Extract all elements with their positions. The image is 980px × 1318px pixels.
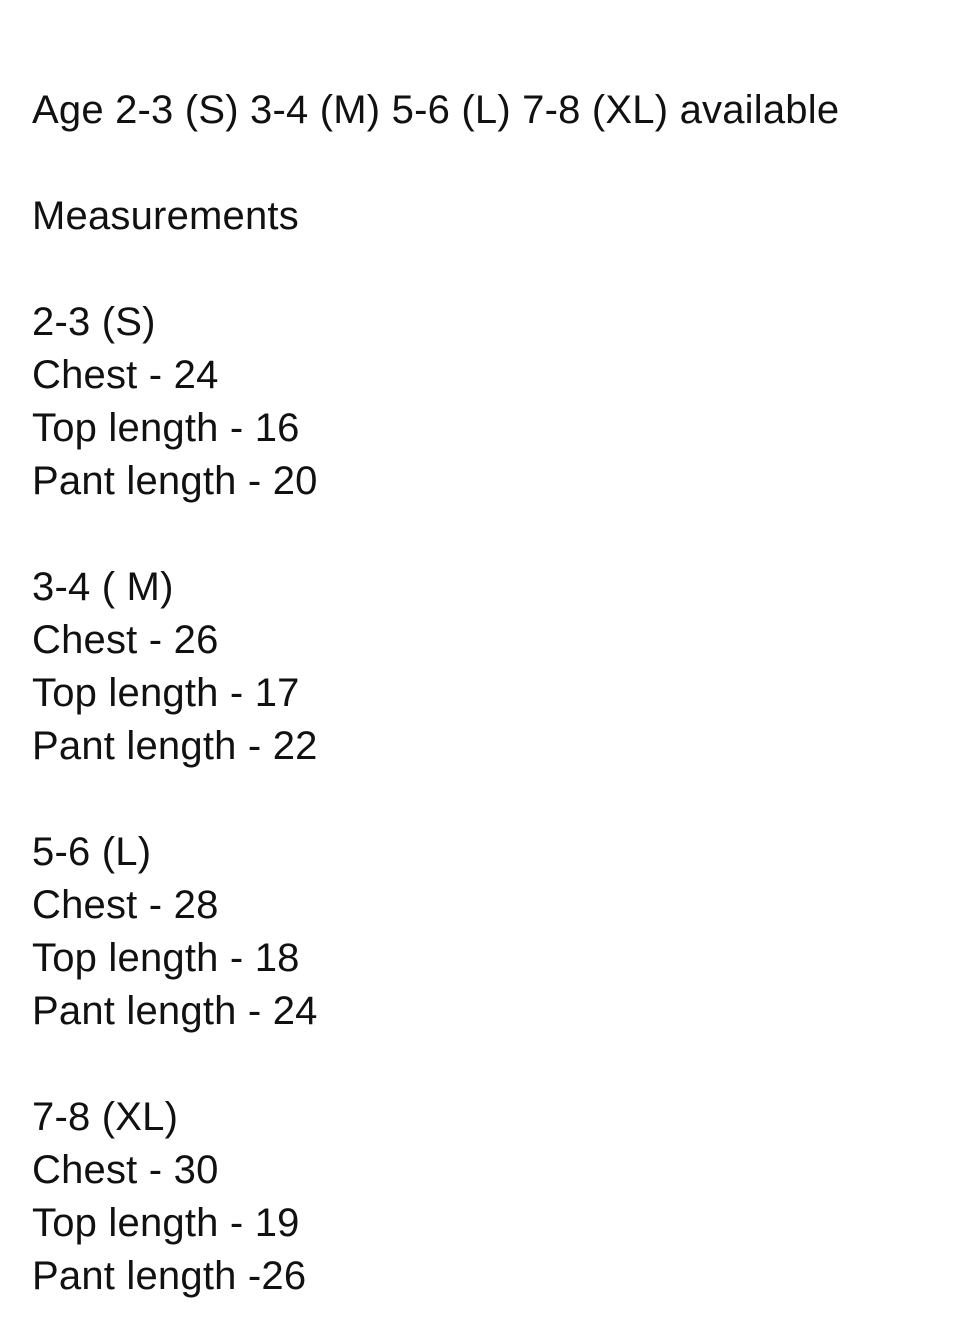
blank-line [32, 31, 962, 84]
size-label: 3-4 ( M) [32, 565, 174, 609]
pant-length-line: Pant length - 24 [32, 989, 318, 1033]
top-length-line: Top length - 19 [32, 1201, 300, 1245]
size-label: 7-8 (XL) [32, 1095, 179, 1139]
pant-length-line: Pant length - 20 [32, 459, 318, 503]
pant-length-line: Pant length - 22 [32, 724, 318, 768]
measurements-heading: Measurements [32, 194, 299, 238]
partial-top-line [32, 0, 962, 4]
chest-line: Chest - 28 [32, 883, 219, 927]
blank-line [32, 508, 962, 561]
top-length-line: Top length - 16 [32, 406, 300, 450]
size-label: 2-3 (S) [32, 300, 156, 344]
availability-line: Age 2-3 (S) 3-4 (M) 5-6 (L) 7-8 (XL) available [32, 88, 840, 132]
top-length-line: Top length - 18 [32, 936, 300, 980]
blank-line [32, 773, 962, 826]
size-block-l [32, 826, 962, 1038]
blank-line [32, 243, 962, 296]
note-body[interactable] [32, 0, 962, 1303]
size-block-s [32, 296, 962, 508]
size-label: 5-6 (L) [32, 830, 152, 874]
chest-line: Chest - 30 [32, 1148, 219, 1192]
blank-line [32, 137, 962, 190]
size-block-xl [32, 1091, 962, 1303]
pant-length-line: Pant length -26 [32, 1254, 307, 1298]
chest-line: Chest - 24 [32, 353, 219, 397]
top-length-line: Top length - 17 [32, 671, 300, 715]
chest-line: Chest - 26 [32, 618, 219, 662]
blank-line [32, 1038, 962, 1091]
size-block-m [32, 561, 962, 773]
